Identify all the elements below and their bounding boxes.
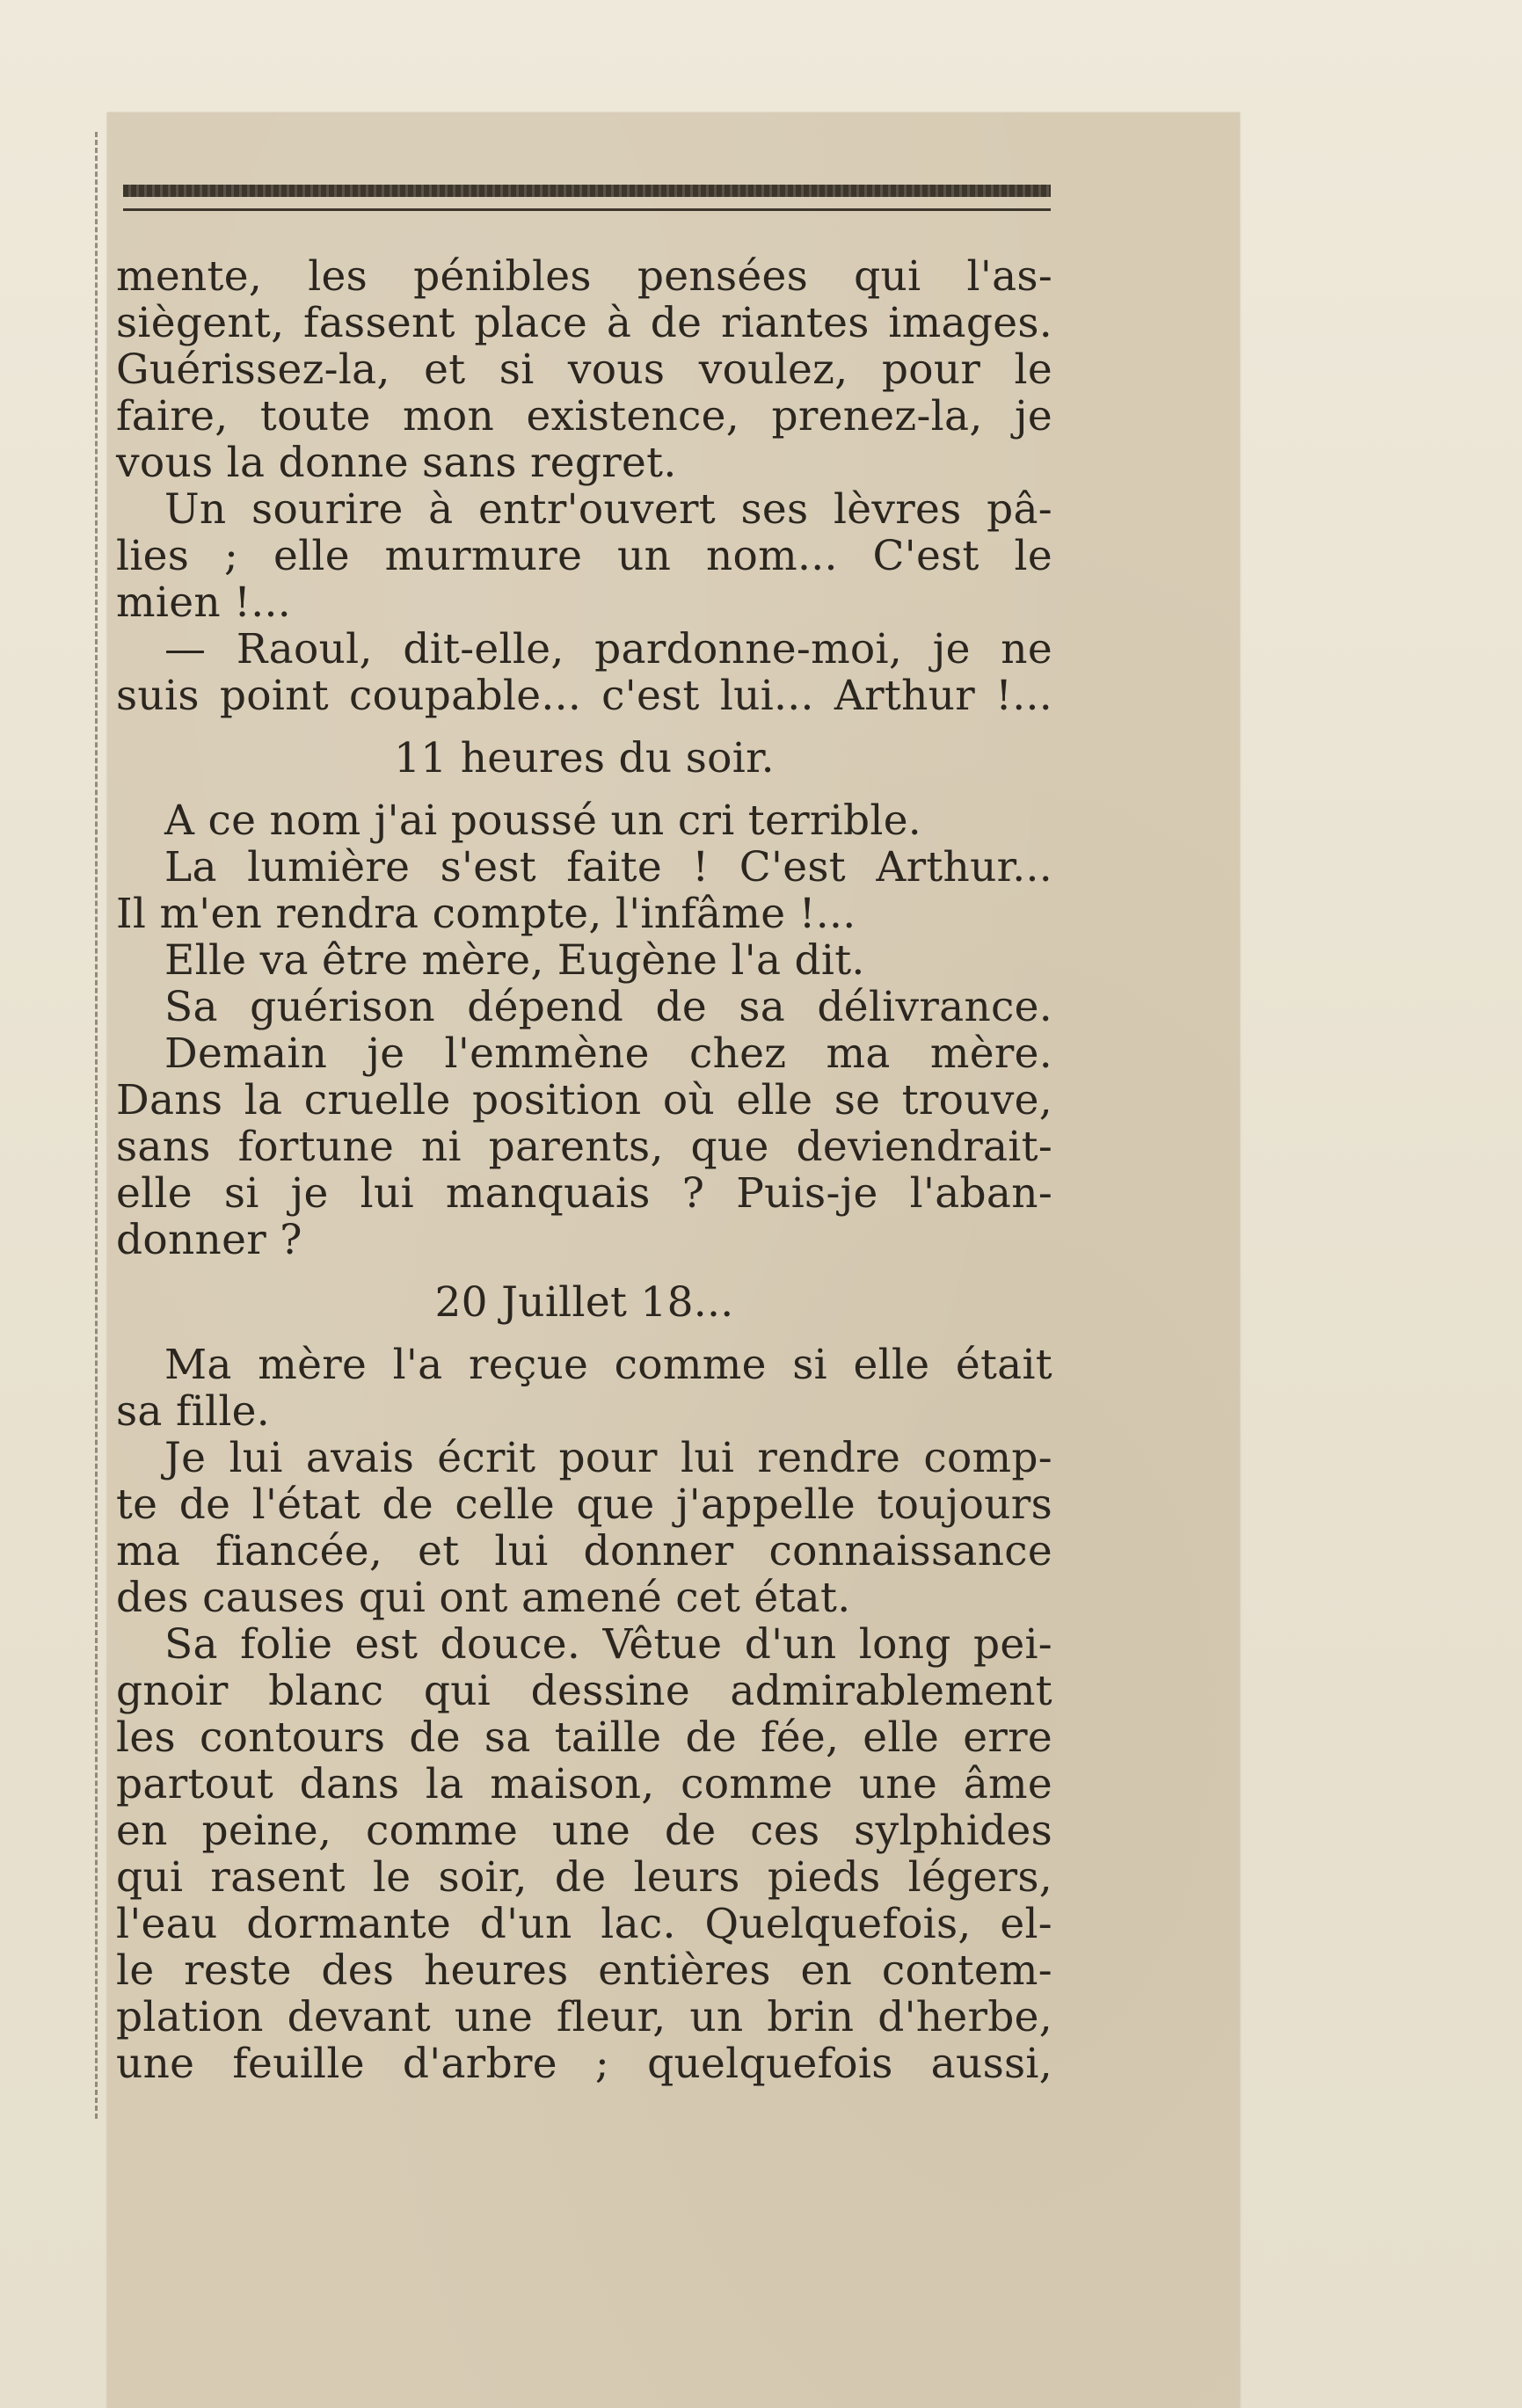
text-line: faire, toute mon existence, prenez-la, je [116, 392, 1052, 440]
text-line: gnoir blanc qui dessine admirablement [116, 1667, 1052, 1715]
torn-edge [95, 132, 105, 2119]
text-line: une feuille d'arbre ; quelquefois aussi, [116, 2040, 1052, 2088]
text-line: te de l'état de celle que j'appelle toujours [116, 1480, 1052, 1529]
text-line: Il m'en rendra compte, l'infâme !... [116, 890, 856, 938]
text-line: A ce nom j'ai poussé un cri terrible. [164, 797, 922, 845]
text-line: Demain je l'emmène chez ma mère. [164, 1029, 1052, 1078]
text-line: partout dans la maison, comme une âme [116, 1760, 1052, 1808]
text-line: Sa folie est douce. Vêtue d'un long pei- [164, 1620, 1052, 1669]
text-line: elle si je lui manquais ? Puis-je l'aban- [116, 1169, 1052, 1218]
text-line: plation devant une fleur, un brin d'herbe, [116, 1993, 1052, 2041]
text-line: sans fortune ni parents, que deviendrait- [116, 1123, 1052, 1171]
text-line: Dans la cruelle position où elle se trouve, [116, 1076, 1052, 1124]
text-line: Un sourire à entr'ouvert ses lèvres pâ- [164, 485, 1052, 534]
section-heading: 20 Juillet 18... [434, 1278, 734, 1327]
text-line: — Raoul, dit-elle, pardonne-moi, je ne [164, 625, 1052, 673]
text-line: Ma mère l'a reçue comme si elle était [164, 1341, 1052, 1389]
text-line: Je lui avais écrit pour lui rendre comp- [164, 1434, 1052, 1482]
text-line: mien !... [116, 578, 292, 627]
header-rule-thin [123, 208, 1051, 211]
section-heading: 11 heures du soir. [394, 734, 775, 782]
text-line: donner ? [116, 1216, 302, 1264]
text-line: Sa guérison dépend de sa délivrance. [164, 983, 1052, 1031]
text-line: Guérissez-la, et si vous voulez, pour le [116, 346, 1052, 394]
text-line: le reste des heures entières en contem- [116, 1946, 1052, 1995]
text-line: des causes qui ont amené cet état. [116, 1574, 851, 1622]
text-line: siègent, fassent place à de riantes images. [116, 299, 1052, 347]
text-line: lies ; elle murmure un nom... C'est le [116, 532, 1052, 580]
header-rule [123, 185, 1051, 197]
text-line: Elle va être mère, Eugène l'a dit. [164, 936, 865, 985]
text-line: l'eau dormante d'un lac. Quelquefois, el- [116, 1900, 1052, 1948]
text-line: vous la donne sans regret. [116, 439, 677, 487]
text-column [116, 253, 1052, 2087]
text-line: les contours de sa taille de fée, elle erre [116, 1713, 1052, 1762]
text-line: mente, les pénibles pensées qui l'as- [116, 252, 1052, 301]
text-line: sa fille. [116, 1387, 271, 1436]
text-line: La lumière s'est faite ! C'est Arthur... [164, 843, 1052, 891]
text-line: qui rasent le soir, de leurs pieds légers, [116, 1853, 1052, 1902]
text-line: ma fiancée, et lui donner connaissance [116, 1527, 1052, 1575]
text-line: en peine, comme une de ces sylphides [116, 1807, 1052, 1855]
text-line: suis point coupable... c'est lui... Arthur !... [116, 672, 1052, 720]
